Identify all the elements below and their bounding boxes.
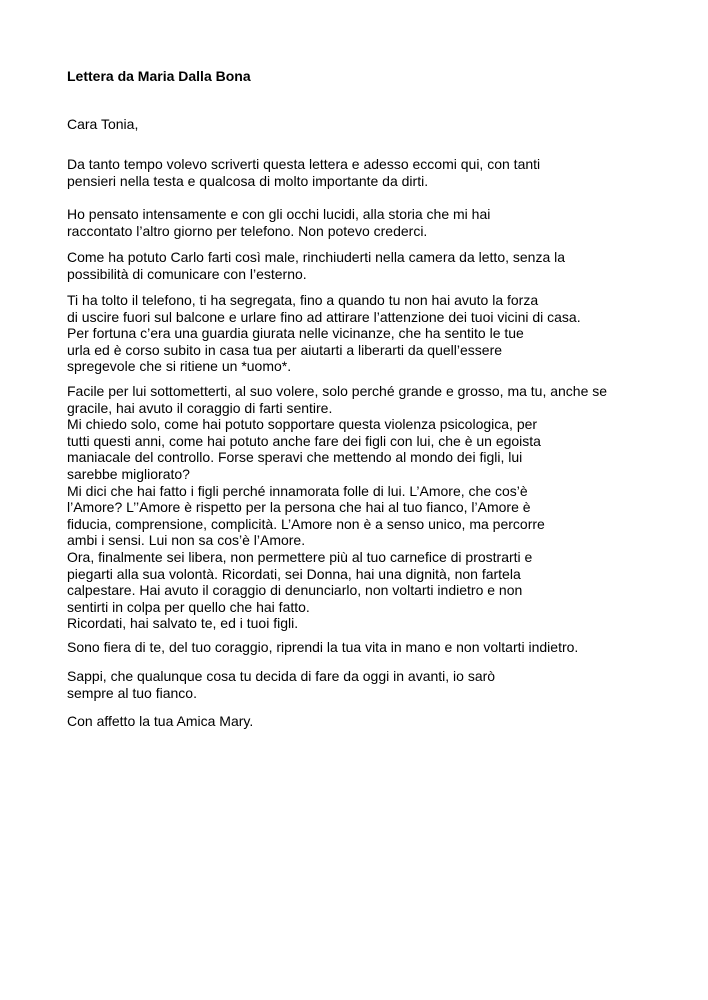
- paragraph-line: raccontato l’altro giorno per telefono. Non potevo crederci.: [67, 222, 428, 239]
- paragraph-line: di uscire fuori sul balcone e urlare fino ad attirare l’attenzione dei tuoi vicini di casa.: [67, 308, 581, 325]
- paragraph-events: [67, 292, 581, 375]
- paragraph-line: pensieri nella testa e qualcosa di molto importante da dirti.: [67, 172, 429, 189]
- paragraph-line: ambi i sensi. Lui non sa cos’è l’Amore.: [67, 532, 306, 549]
- paragraph-pride: [67, 639, 578, 656]
- paragraph-line: maniacale del controllo. Forse speravi che mettendo al mondo dei figli, lui: [67, 449, 523, 466]
- paragraph-line: fiducia, comprensione, complicità. L’Amore non è a senso unico, ma percorre: [67, 515, 545, 532]
- paragraph-story: [67, 206, 490, 239]
- letter-closing: [67, 713, 253, 730]
- paragraph-line: Con affetto la tua Amica Mary.: [67, 713, 254, 729]
- paragraph-line: Per fortuna c’era una guardia giurata nelle vicinanze, che ha sentito le tue: [67, 325, 524, 342]
- paragraph-line: sarebbe migliorato?: [67, 465, 190, 482]
- paragraph-line: l’Amore? L’’Amore è rispetto per la persona che hai al tuo fianco, l’Amore è: [67, 499, 531, 516]
- paragraph-question: [67, 249, 565, 282]
- paragraph-line: Facile per lui sottometterti, al suo volere, solo perché grande e grosso, ma tu, anche se: [67, 383, 608, 399]
- paragraph-line: Sappi, che qualunque cosa tu decida di fare da oggi in avanti, io sarò: [67, 668, 496, 684]
- letter-title: Lettera da Maria Dalla Bona: [67, 68, 251, 84]
- paragraph-reflection: [67, 383, 607, 632]
- paragraph-line: Da tanto tempo volevo scriverti questa lettera e adesso eccomi qui, con tanti: [67, 156, 541, 172]
- paragraph-support: [67, 668, 495, 701]
- paragraph-line: calpestare. Hai avuto il coraggio di denunciarlo, non voltarti indietro e non: [67, 582, 523, 599]
- paragraph-line: Come ha potuto Carlo farti così male, rinchiuderti nella camera da letto, senza la: [67, 249, 566, 265]
- paragraph-line: gracile, hai avuto il coraggio di farti sentire.: [67, 399, 333, 416]
- paragraph-line: Mi dici che hai fatto i figli perché innamorata folle di lui. L’Amore, che cos’è: [67, 482, 528, 499]
- paragraph-intro: [67, 156, 540, 189]
- paragraph-line: possibilità di comunicare con l’esterno.: [67, 265, 307, 282]
- paragraph-line: Ora, finalmente sei libera, non permettere più al tuo carnefice di prostrarti e: [67, 548, 533, 565]
- paragraph-line: tutti questi anni, come hai potuto anche fare dei figli con lui, che è un egoista: [67, 432, 541, 449]
- paragraph-line: sempre al tuo fianco.: [67, 684, 197, 701]
- paragraph-line: sentirti in colpa per quello che hai fatto.: [67, 598, 310, 615]
- paragraph-line: spregevole che si ritiene un *uomo*.: [67, 358, 292, 375]
- paragraph-line: Ricordati, hai salvato te, ed i tuoi figli.: [67, 615, 299, 632]
- paragraph-line: Sono fiera di te, del tuo coraggio, riprendi la tua vita in mano e non voltarti indietro.: [67, 639, 579, 655]
- letter-salutation: Cara Tonia,: [67, 116, 139, 132]
- paragraph-line: urla ed è corso subito in casa tua per aiutarti a liberarti da quell’essere: [67, 341, 503, 358]
- paragraph-line: Ho pensato intensamente e con gli occhi lucidi, alla storia che mi hai: [67, 206, 491, 222]
- paragraph-line: piegarti alla sua volontà. Ricordati, sei Donna, hai una dignità, non fartela: [67, 565, 521, 582]
- letter-body: [67, 68, 687, 729]
- paragraph-line: Ti ha tolto il telefono, ti ha segregata, fino a quando tu non hai avuto la forza: [67, 292, 539, 308]
- paragraph-line: Mi chiedo solo, come hai potuto sopportare questa violenza psicologica, per: [67, 416, 538, 433]
